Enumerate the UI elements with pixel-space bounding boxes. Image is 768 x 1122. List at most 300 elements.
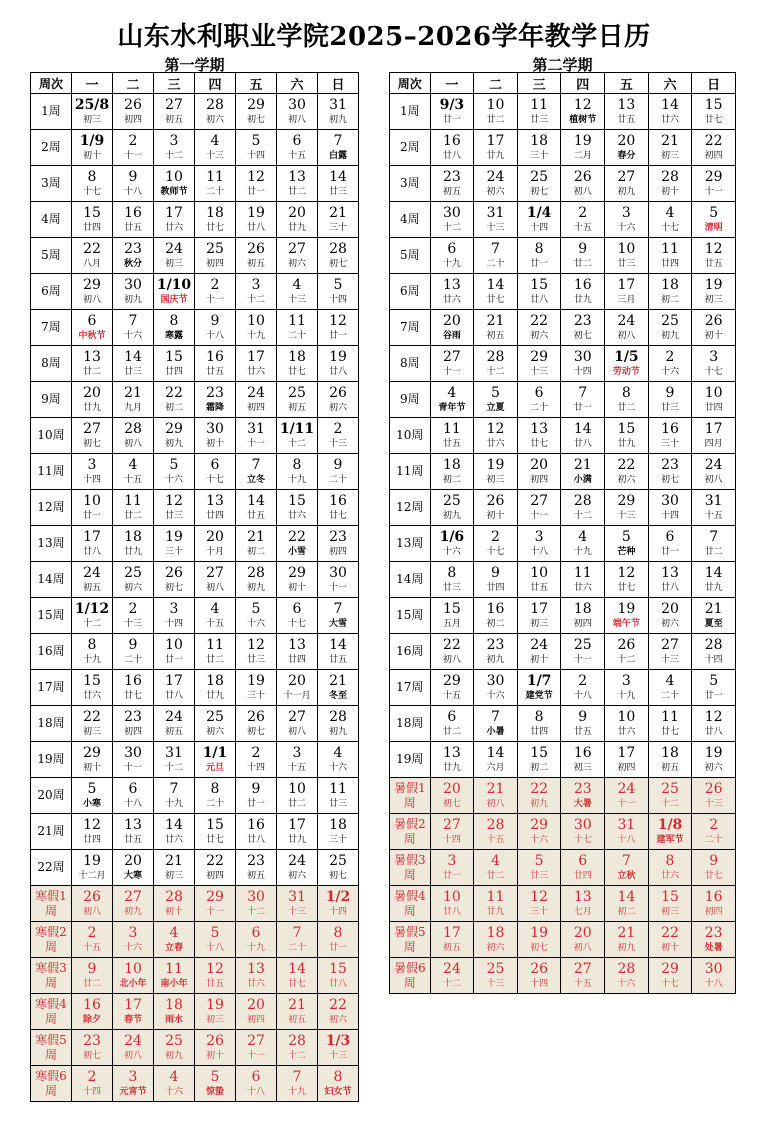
lunar-date: 廿四 [82, 223, 101, 233]
date-number: 20 [124, 853, 142, 869]
day-cell [517, 670, 561, 706]
day-cell [561, 490, 605, 526]
date-number: 25 [486, 961, 505, 977]
column-header-day: 六 [648, 73, 692, 94]
lunar-date: 十二 [164, 763, 183, 773]
date-number: 4 [665, 205, 675, 221]
day-cell [605, 130, 649, 166]
week-label: 暑假5周 [390, 922, 431, 958]
day-cell [561, 310, 605, 346]
day-cell [113, 238, 154, 274]
day-cell [277, 130, 318, 166]
lunar-date: 十七 [661, 979, 680, 989]
date-number: 7 [292, 925, 302, 941]
date-number: 22 [530, 313, 549, 329]
week-label: 16周 [390, 634, 431, 670]
date-number: 17 [442, 925, 461, 941]
festival-label: 谷雨 [442, 331, 461, 341]
date-number: 27 [247, 1033, 265, 1049]
date-number: 11 [165, 961, 183, 977]
lunar-date: 初五 [287, 403, 306, 413]
column-header-week: 周次 [31, 73, 72, 94]
day-cell [113, 958, 154, 994]
lunar-date: 初四 [246, 1015, 265, 1025]
day-cell [605, 166, 649, 202]
date-number: 29 [530, 817, 549, 833]
day-cell [430, 598, 474, 634]
date-number: 11 [288, 313, 306, 329]
lunar-date: 廿八 [328, 367, 347, 377]
lunar-date: 十二 [287, 1051, 306, 1061]
lunar-date: 十一 [123, 151, 142, 161]
date-number: 8 [534, 709, 544, 725]
date-number: 10 [617, 241, 636, 257]
week-label: 2周 [390, 130, 431, 166]
date-number: 4 [578, 529, 588, 545]
date-number: 24 [442, 961, 461, 977]
lunar-date: 廿四 [164, 367, 183, 377]
week-label: 21周 [31, 814, 72, 850]
day-cell [517, 274, 561, 310]
date-number: 14 [124, 349, 142, 365]
day-cell [154, 130, 195, 166]
day-cell [561, 202, 605, 238]
date-number: 1/2 [325, 889, 351, 905]
date-number: 26 [329, 385, 347, 401]
day-cell [561, 742, 605, 778]
day-cell [605, 382, 649, 418]
date-number: 26 [247, 709, 265, 725]
date-number: 5 [251, 601, 261, 617]
lunar-date: 十六 [530, 835, 549, 845]
day-cell [692, 526, 736, 562]
date-number: 12 [247, 637, 265, 653]
day-cell [154, 742, 195, 778]
week-row [390, 526, 736, 562]
date-number: 8 [333, 1069, 343, 1085]
lunar-date: 三十 [246, 691, 265, 701]
lunar-date: 十四 [246, 763, 265, 773]
day-cell [430, 238, 474, 274]
day-cell [154, 886, 195, 922]
lunar-date: 初五 [442, 187, 461, 197]
day-cell [474, 562, 518, 598]
day-cell [195, 886, 236, 922]
day-cell [517, 202, 561, 238]
week-row [31, 886, 359, 922]
date-number: 29 [247, 97, 265, 113]
date-number: 13 [288, 637, 306, 653]
day-cell [72, 634, 113, 670]
date-number: 2 [491, 529, 500, 545]
date-number: 15 [288, 493, 306, 509]
date-number: 16 [661, 421, 679, 437]
week-row [390, 166, 736, 202]
day-cell [154, 778, 195, 814]
day-cell [318, 850, 359, 886]
day-cell [236, 490, 277, 526]
date-number: 21 [486, 313, 505, 329]
day-cell [236, 814, 277, 850]
day-cell [474, 94, 518, 130]
week-label: 寒假2周 [31, 922, 72, 958]
lunar-date: 十六 [661, 367, 680, 377]
week-label: 暑假2周 [390, 814, 431, 850]
date-number: 8 [665, 853, 675, 869]
lunar-date: 十九 [287, 1087, 306, 1097]
day-cell [113, 490, 154, 526]
day-cell [154, 1030, 195, 1066]
lunar-date: 十九 [617, 691, 636, 701]
date-number: 16 [573, 277, 592, 293]
lunar-date: 初六 [287, 871, 306, 881]
date-number: 12 [486, 421, 505, 437]
lunar-date: 十四 [246, 151, 265, 161]
date-number: 28 [124, 421, 142, 437]
lunar-date: 廿六 [617, 727, 636, 737]
date-number: 20 [573, 925, 592, 941]
lunar-date: 十二 [661, 799, 680, 809]
week-label: 3周 [31, 166, 72, 202]
day-cell [236, 526, 277, 562]
lunar-date: 十九 [442, 259, 461, 269]
lunar-date: 廿一 [704, 691, 723, 701]
date-number: 25 [661, 313, 679, 329]
day-cell [236, 850, 277, 886]
week-label: 19周 [390, 742, 431, 778]
lunar-date: 十九 [82, 655, 101, 665]
date-number: 9 [491, 565, 500, 581]
week-label: 暑假6周 [390, 958, 431, 994]
date-number: 29 [165, 421, 183, 437]
lunar-date: 初六 [704, 763, 723, 773]
day-cell [72, 454, 113, 490]
date-number: 3 [169, 601, 179, 617]
lunar-date: 廿九 [82, 403, 101, 413]
date-number: 26 [704, 781, 723, 797]
date-number: 2 [578, 673, 588, 689]
lunar-date: 初四 [704, 151, 723, 161]
lunar-date: 三十 [328, 835, 347, 845]
day-cell [113, 598, 154, 634]
day-cell [648, 706, 692, 742]
week-row [31, 490, 359, 526]
week-row [31, 742, 359, 778]
lunar-date: 廿三 [530, 871, 549, 881]
day-cell [236, 670, 277, 706]
date-number: 28 [661, 169, 679, 185]
lunar-date: 初九 [530, 799, 549, 809]
day-cell [277, 634, 318, 670]
lunar-date: 初十 [287, 583, 306, 593]
day-cell [318, 958, 359, 994]
lunar-date: 初二 [442, 475, 461, 485]
day-cell [236, 418, 277, 454]
week-label: 8周 [390, 346, 431, 382]
date-number: 3 [709, 349, 719, 365]
semester-1-calendar-table [30, 72, 359, 1102]
date-number: 24 [165, 709, 183, 725]
date-number: 5 [251, 133, 261, 149]
date-number: 11 [661, 241, 679, 257]
lunar-date: 廿七 [287, 979, 306, 989]
date-number: 1/5 [614, 349, 639, 365]
date-number: 8 [447, 565, 457, 581]
date-number: 15 [83, 205, 101, 221]
day-cell [236, 562, 277, 598]
lunar-date: 廿八 [573, 439, 592, 449]
week-label: 16周 [31, 634, 72, 670]
date-number: 15 [661, 889, 679, 905]
lunar-date: 十四 [328, 295, 347, 305]
date-number: 20 [83, 385, 101, 401]
lunar-date: 廿七 [704, 871, 723, 881]
day-cell [195, 1066, 236, 1102]
date-number: 25 [661, 781, 679, 797]
date-number: 3 [169, 133, 179, 149]
day-cell [154, 490, 195, 526]
date-number: 20 [288, 205, 306, 221]
date-number: 2 [709, 817, 719, 833]
day-cell [236, 310, 277, 346]
date-number: 22 [83, 709, 101, 725]
lunar-date: 廿九 [486, 151, 505, 161]
date-number: 28 [573, 493, 592, 509]
semester-2-calendar-table [389, 72, 736, 994]
lunar-date: 廿二 [486, 871, 505, 881]
day-cell [72, 670, 113, 706]
lunar-date: 廿八 [442, 907, 461, 917]
week-row [390, 202, 736, 238]
lunar-date: 初七 [82, 439, 101, 449]
date-number: 20 [288, 673, 306, 689]
date-number: 10 [288, 781, 306, 797]
day-cell [517, 130, 561, 166]
week-label: 12周 [31, 490, 72, 526]
lunar-date: 初二 [530, 763, 549, 773]
lunar-date: 初四 [573, 619, 592, 629]
festival-label: 妇女节 [324, 1087, 352, 1097]
lunar-date: 初二 [164, 403, 183, 413]
date-number: 30 [661, 493, 679, 509]
festival-label: 除夕 [82, 1015, 101, 1025]
lunar-date: 廿五 [246, 511, 265, 521]
week-row [390, 238, 736, 274]
lunar-date: 九月 [123, 403, 142, 413]
lunar-date: 廿七 [530, 439, 549, 449]
festival-label: 北小年 [119, 979, 147, 989]
day-cell [318, 454, 359, 490]
date-number: 14 [617, 889, 636, 905]
day-cell [430, 922, 474, 958]
date-number: 24 [165, 241, 183, 257]
date-number: 18 [573, 601, 592, 617]
date-number: 18 [329, 817, 347, 833]
day-cell [648, 922, 692, 958]
day-cell [648, 238, 692, 274]
day-cell [517, 94, 561, 130]
week-label: 18周 [31, 706, 72, 742]
day-cell [474, 814, 518, 850]
week-label: 10周 [390, 418, 431, 454]
day-cell [113, 814, 154, 850]
lunar-date: 廿一 [164, 655, 183, 665]
date-number: 7 [333, 133, 343, 149]
lunar-date: 廿七 [123, 691, 142, 701]
date-number: 18 [165, 997, 183, 1013]
date-number: 15 [329, 961, 347, 977]
lunar-date: 廿三 [164, 511, 183, 521]
day-cell [195, 418, 236, 454]
date-number: 28 [486, 817, 505, 833]
date-number: 24 [124, 1033, 142, 1049]
date-number: 8 [87, 169, 97, 185]
day-cell [318, 634, 359, 670]
date-number: 9 [251, 781, 261, 797]
lunar-date: 初八 [82, 295, 101, 305]
date-number: 23 [573, 781, 592, 797]
date-number: 15 [206, 817, 224, 833]
date-number: 5 [333, 277, 343, 293]
lunar-date: 十三 [486, 979, 505, 989]
day-cell [113, 634, 154, 670]
date-number: 15 [704, 97, 723, 113]
lunar-date: 廿六 [486, 439, 505, 449]
day-cell [648, 310, 692, 346]
date-number: 12 [617, 565, 636, 581]
lunar-date: 十六 [617, 223, 636, 233]
day-cell [195, 130, 236, 166]
date-number: 23 [661, 457, 679, 473]
day-cell [692, 94, 736, 130]
lunar-date: 初五 [82, 583, 101, 593]
date-number: 15 [530, 745, 549, 761]
date-number: 17 [83, 529, 101, 545]
day-cell [113, 382, 154, 418]
week-row [31, 598, 359, 634]
lunar-date: 十四 [82, 475, 101, 485]
lunar-date: 十八 [205, 943, 224, 953]
week-row [390, 310, 736, 346]
festival-label: 春分 [617, 151, 636, 161]
date-number: 23 [486, 637, 505, 653]
date-number: 18 [124, 529, 142, 545]
date-number: 11 [206, 637, 224, 653]
day-cell [561, 850, 605, 886]
week-row [31, 166, 359, 202]
date-number: 14 [329, 637, 347, 653]
date-number: 2 [251, 745, 261, 761]
week-row [390, 670, 736, 706]
date-number: 29 [617, 493, 636, 509]
date-number: 28 [206, 97, 224, 113]
day-cell [113, 670, 154, 706]
lunar-date: 初三 [82, 727, 101, 737]
week-row [31, 310, 359, 346]
lunar-date: 十八 [704, 979, 723, 989]
lunar-date: 初七 [164, 583, 183, 593]
festival-label: 元旦 [205, 763, 224, 773]
date-number: 30 [124, 745, 142, 761]
day-cell [517, 490, 561, 526]
day-cell [430, 490, 474, 526]
date-number: 29 [704, 169, 723, 185]
day-cell [72, 958, 113, 994]
date-number: 4 [491, 853, 500, 869]
week-label: 寒假5周 [31, 1030, 72, 1066]
day-cell [113, 850, 154, 886]
day-cell [113, 886, 154, 922]
day-cell [236, 598, 277, 634]
lunar-date: 廿三 [442, 583, 461, 593]
lunar-date: 十三 [287, 907, 306, 917]
date-number: 18 [661, 277, 679, 293]
lunar-date: 十一 [573, 655, 592, 665]
date-number: 7 [333, 601, 343, 617]
column-header-day: 一 [430, 73, 474, 94]
lunar-date: 十八 [123, 187, 142, 197]
date-number: 27 [573, 961, 592, 977]
day-cell [517, 634, 561, 670]
date-number: 17 [165, 673, 183, 689]
lunar-date: 初四 [704, 907, 723, 917]
date-number: 11 [573, 565, 592, 581]
week-label: 5周 [31, 238, 72, 274]
date-number: 28 [329, 241, 347, 257]
date-number: 13 [573, 889, 592, 905]
day-cell [318, 238, 359, 274]
day-cell [154, 166, 195, 202]
lunar-date: 廿三 [661, 403, 680, 413]
festival-label: 霜降 [205, 403, 224, 413]
day-cell [517, 238, 561, 274]
lunar-date: 廿七 [617, 583, 636, 593]
lunar-date: 十一 [442, 367, 461, 377]
lunar-date: 初七 [328, 871, 347, 881]
day-cell [236, 922, 277, 958]
lunar-date: 初七 [328, 259, 347, 269]
day-cell [692, 886, 736, 922]
day-cell [474, 310, 518, 346]
lunar-date: 初十 [82, 151, 101, 161]
date-number: 26 [83, 889, 101, 905]
lunar-date: 初八 [573, 943, 592, 953]
date-number: 14 [486, 745, 505, 761]
date-number: 20 [530, 457, 549, 473]
date-number: 3 [251, 277, 261, 293]
lunar-date: 十四 [530, 979, 549, 989]
date-number: 30 [573, 817, 592, 833]
day-cell [113, 1030, 154, 1066]
lunar-date: 初五 [287, 1015, 306, 1025]
lunar-date: 廿九 [573, 295, 592, 305]
lunar-date: 廿一 [661, 547, 680, 557]
week-label: 9周 [390, 382, 431, 418]
date-number: 2 [665, 349, 675, 365]
date-number: 2 [128, 133, 138, 149]
day-cell [277, 742, 318, 778]
date-number: 19 [573, 133, 592, 149]
date-number: 6 [665, 529, 675, 545]
day-cell [72, 1066, 113, 1102]
festival-label: 惊蛰 [205, 1087, 224, 1097]
week-row [31, 778, 359, 814]
day-cell [72, 526, 113, 562]
week-label: 7周 [31, 310, 72, 346]
festival-label: 立秋 [617, 871, 636, 881]
date-number: 10 [247, 313, 265, 329]
lunar-date: 初二 [617, 907, 636, 917]
